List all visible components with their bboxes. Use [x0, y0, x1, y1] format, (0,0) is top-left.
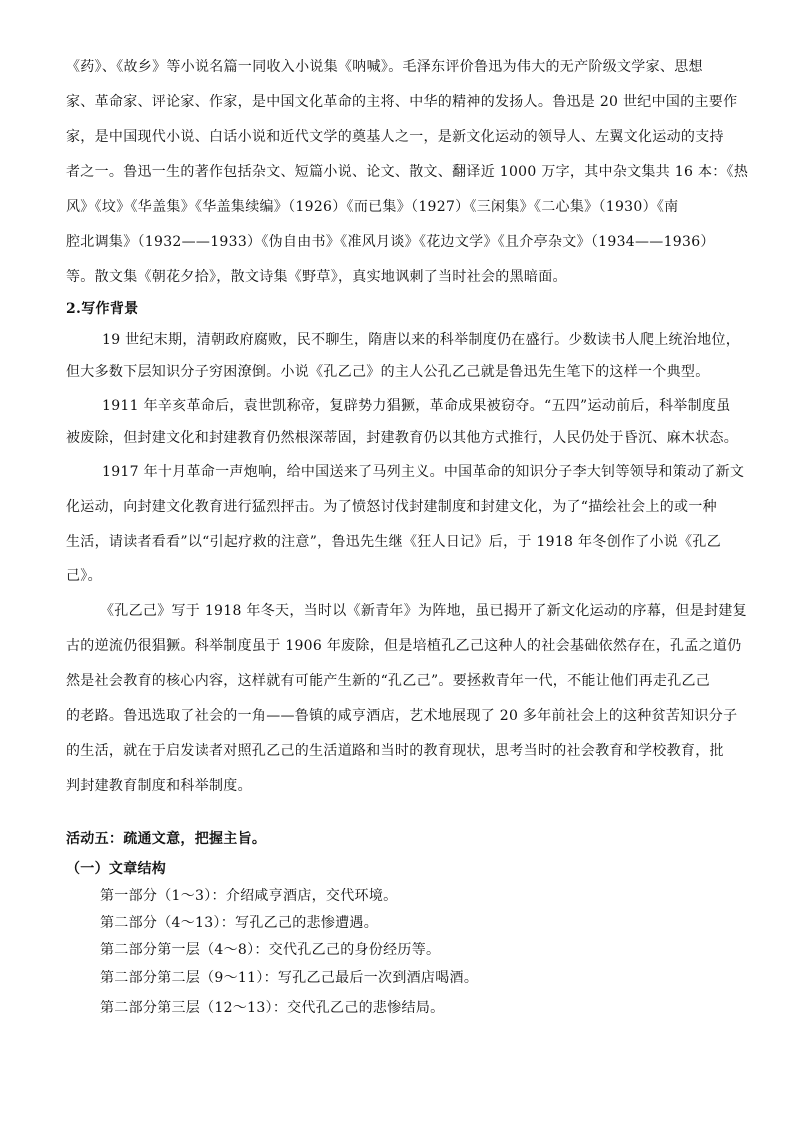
intro-line: 家、革命家、评论家、作家，是中国文化革命的主将、中华的精神的发扬人。鲁迅是 20 世纪中国的主要作 [66, 94, 738, 110]
background-line: 古的逆流仍很猖獗。科举制度虽于 1906 年废除，但是培植孔乙己这种人的社会基础依然存在，孔孟之道仍 [66, 638, 742, 654]
section-heading-background: 2.写作背景 [66, 301, 139, 317]
structure-item: 第二部分第一层（4～8）：交代孔乙己的身份经历等。 [100, 942, 441, 958]
intro-line: 风》《坟》《华盖集》《华盖集续编》（1926）《而已集》（1927）《三闲集》《二心集》（1930）《南 [66, 199, 679, 215]
intro-line: 者之一。鲁迅一生的著作包括杂文、短篇小说、论文、散文、翻译近 1000 万字，其中杂文集共 16 本：《热 [66, 164, 749, 180]
background-line: 化运动，向封建文化教育进行猛烈抨击。为了愤怒讨伐封建制度和封建文化，为了“描绘社会上的或一种 [66, 499, 717, 515]
intro-line: 家，是中国现代小说、白话小说和近代文学的奠基人之一，是新文化运动的领导人、左翼文化运动的支持 [66, 129, 724, 145]
background-line: 19 世纪末期，清朝政府腐败，民不聊生，隋唐以来的科举制度仍在盛行。少数读书人爬上统治地位， [102, 332, 741, 348]
structure-item: 第二部分第三层（12～13）：交代孔乙己的悲惨结局。 [100, 1000, 445, 1016]
background-line: 1911 年辛亥革命后，袁世凯称帝，复辟势力猖獗，革命成果被窃夺。“五四”运动前后，科举制度虽 [102, 398, 731, 414]
activity-subheading: （一）文章结构 [66, 861, 167, 877]
intro-line: 等。散文集《朝花夕拾》，散文诗集《野草》，真实地讽刺了当时社会的黑暗面。 [66, 269, 567, 285]
background-line: 然是社会教育的核心内容，这样就有可能产生新的“孔乙己”。要拯救青年一代，不能让他们再走孔乙己 [66, 673, 711, 689]
background-line: 《孔乙己》写于 1918 年冬天，当时以《新青年》为阵地，虽已揭开了新文化运动的序幕，但是封建复 [100, 603, 747, 619]
background-line: 生活，请读者看看”以“引起疗救的注意”，鲁迅先生继《狂人日记》后，于 1918 年冬创作了小说《孔乙 [66, 534, 721, 550]
structure-item: 第二部分第二层（9～11）：写孔乙己最后一次到酒店喝酒。 [100, 970, 479, 986]
background-line: 被废除，但封建文化和封建教育仍然根深蒂固，封建教育仍以其他方式推行，人民仍处于昏沉、麻木状态。 [66, 430, 739, 446]
background-line: 的老路。鲁迅选取了社会的一角——鲁镇的咸亨酒店，艺术地展现了 20 多年前社会上的这种贫苦知识分子 [66, 708, 738, 724]
background-line: 判封建教育制度和科举制度。 [66, 778, 252, 794]
background-line: 但大多数下层知识分子穷困潦倒。小说《孔乙己》的主人公孔乙己就是鲁迅先生笔下的这样一个典型。 [66, 364, 710, 380]
intro-line: 《药》、《故乡》等小说名篇一同收入小说集《呐喊》。毛泽东评价鲁迅为伟大的无产阶级文学家、思想 [66, 59, 703, 75]
background-line: 1917 年十月革命一声炮响，给中国送来了马列主义。中国革命的知识分子李大钊等领导和策动了新文 [102, 464, 745, 480]
structure-item: 第二部分（4～13）：写孔乙己的悲惨遭遇。 [100, 915, 379, 931]
activity-heading: 活动五：疏通文意，把握主旨。 [66, 831, 267, 847]
background-line: 己》。 [66, 568, 102, 584]
intro-line: 腔北调集》（1932——1933）《伪自由书》《准风月谈》《花边文学》《且介亭杂文》（1934——1936） [66, 234, 715, 250]
structure-item: 第一部分（1～3）：介绍咸亨酒店，交代环境。 [100, 888, 398, 904]
background-line: 的生活，就在于启发读者对照孔乙己的生活道路和当时的教育现状，思考当时的社会教育和学校教育，批 [66, 743, 724, 759]
